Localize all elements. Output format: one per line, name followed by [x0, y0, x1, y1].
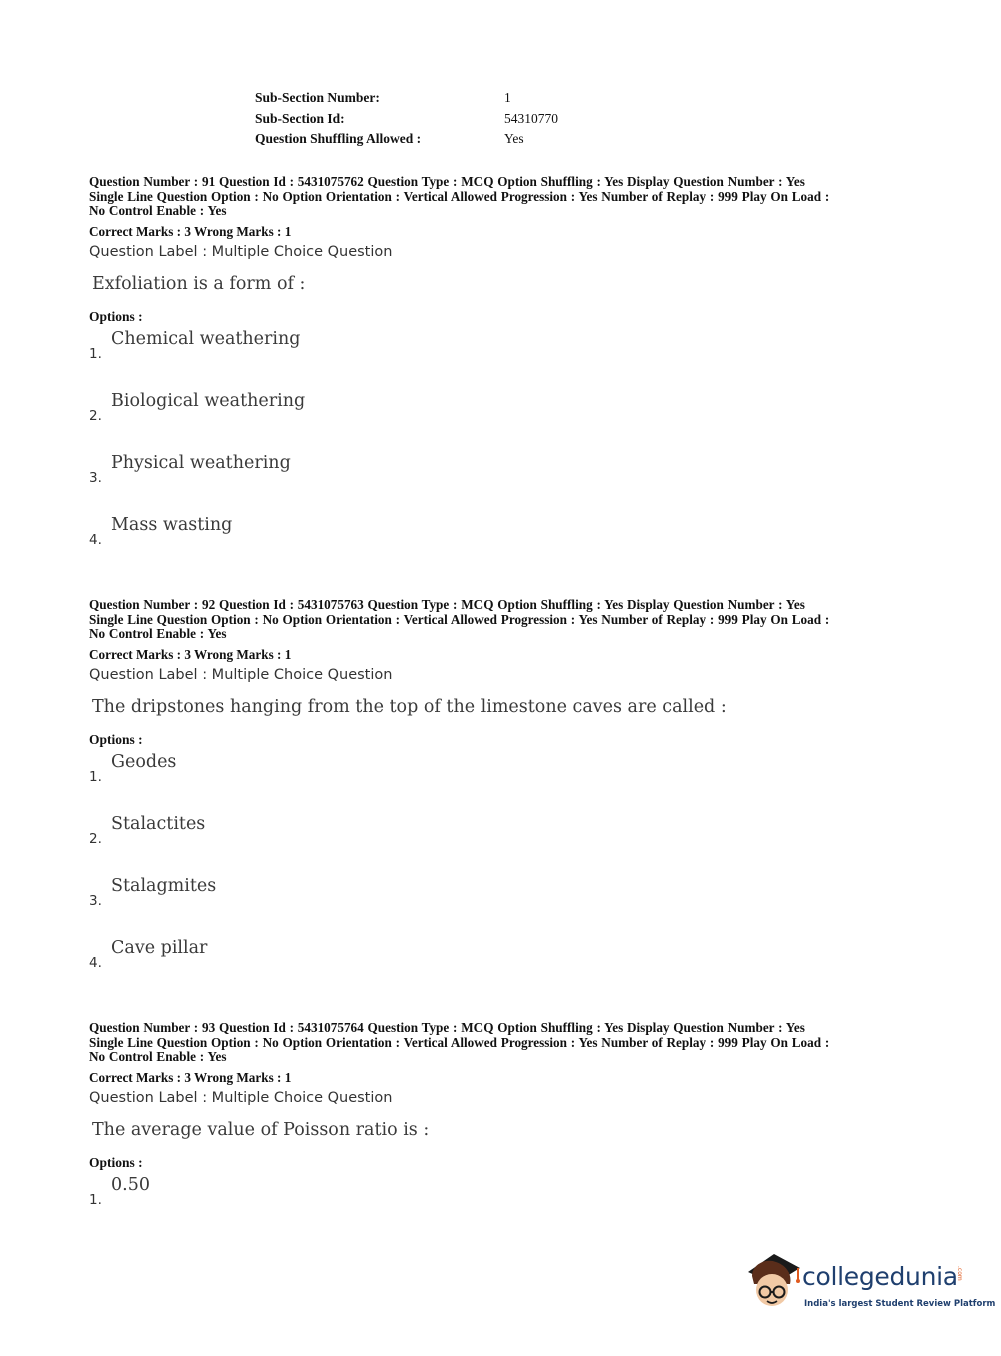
- options-label: Options :: [89, 1154, 143, 1170]
- option-text: Stalagmites: [111, 875, 217, 896]
- option-number: 2.: [89, 830, 102, 847]
- option-item: [89, 515, 919, 577]
- options-label: Options :: [89, 308, 143, 324]
- question-meta-line: Single Line Question Option : No Option Orientation : Vertical Allowed Progression : Yes Number of Replay : 999 Play On Load :: [89, 1034, 830, 1050]
- question-meta-line: Single Line Question Option : No Option Orientation : Vertical Allowed Progression : Yes Number of Replay : 999 Play On Load :: [89, 188, 830, 204]
- option-item: [89, 1175, 919, 1237]
- logo-wordmark: collegedunia: [802, 1262, 958, 1291]
- option-text: Stalactites: [111, 813, 206, 834]
- question-meta-line: No Control Enable : Yes: [89, 1049, 227, 1064]
- question-marks: Correct Marks : 3 Wrong Marks : 1: [89, 1069, 292, 1085]
- option-text: Mass wasting: [111, 514, 233, 535]
- question-meta-line: Question Number : 91 Question Id : 5431075762 Question Type : MCQ Option Shuffling : Yes Display Question Number : Yes: [89, 174, 805, 189]
- option-text: Chemical weathering: [111, 328, 301, 349]
- option-text: Geodes: [111, 751, 177, 772]
- question-label: Question Label : Multiple Choice Question: [89, 1089, 393, 1106]
- question-92: [89, 598, 919, 1000]
- option-number: 3.: [89, 892, 102, 909]
- question-text: The dripstones hanging from the top of the limestone caves are called :: [92, 696, 727, 717]
- option-item: [89, 938, 919, 1000]
- collegedunia-logo: [742, 1250, 996, 1320]
- logo-tagline: India's largest Student Review Platform: [804, 1299, 996, 1309]
- question-meta-line: No Control Enable : Yes: [89, 626, 227, 641]
- option-item: [89, 453, 919, 515]
- logo-domain-suffix: .com: [956, 1266, 963, 1281]
- question-meta-line: No Control Enable : Yes: [89, 203, 227, 218]
- options-list: [89, 752, 919, 1000]
- mascot-icon: [742, 1250, 802, 1316]
- question-text: The average value of Poisson ratio is :: [92, 1119, 430, 1140]
- question-meta-line: Single Line Question Option : No Option Orientation : Vertical Allowed Progression : Yes Number of Replay : 999 Play On Load :: [89, 611, 830, 627]
- question-shuffling-label: Question Shuffling Allowed :: [255, 131, 422, 146]
- option-number: 1.: [89, 1191, 102, 1208]
- option-number: 1.: [89, 768, 102, 785]
- question-91: [89, 175, 919, 577]
- option-number: 4.: [89, 531, 102, 548]
- option-number: 4.: [89, 954, 102, 971]
- subsection-id-value: 54310770: [504, 110, 558, 126]
- subsection-id-label: Sub-Section Id:: [255, 110, 345, 126]
- question-meta-line: Question Number : 92 Question Id : 5431075763 Question Type : MCQ Option Shuffling : Yes Display Question Number : Yes: [89, 597, 805, 612]
- option-text: Biological weathering: [111, 390, 306, 411]
- question-text: Exfoliation is a form of :: [92, 273, 306, 294]
- option-item: [89, 814, 919, 876]
- option-item: [89, 876, 919, 938]
- option-item: [89, 329, 919, 391]
- option-item: [89, 752, 919, 814]
- option-text: 0.50: [111, 1174, 150, 1195]
- option-item: [89, 391, 919, 453]
- option-text: Cave pillar: [111, 937, 208, 958]
- subsection-number-label: Sub-Section Number:: [255, 90, 380, 105]
- subsection-number-value: 1: [504, 90, 511, 105]
- question-marks: Correct Marks : 3 Wrong Marks : 1: [89, 223, 292, 239]
- question-meta-line: Question Number : 93 Question Id : 5431075764 Question Type : MCQ Option Shuffling : Yes Display Question Number : Yes: [89, 1020, 805, 1035]
- question-shuffling-value: Yes: [504, 131, 524, 146]
- option-text: Physical weathering: [111, 452, 291, 473]
- option-number: 3.: [89, 469, 102, 486]
- question-label: Question Label : Multiple Choice Question: [89, 666, 393, 683]
- question-93: [89, 1021, 919, 1237]
- options-list: [89, 329, 919, 577]
- question-marks: Correct Marks : 3 Wrong Marks : 1: [89, 646, 292, 662]
- options-list: [89, 1175, 919, 1237]
- option-number: 2.: [89, 407, 102, 424]
- options-label: Options :: [89, 731, 143, 747]
- question-label: Question Label : Multiple Choice Question: [89, 243, 393, 260]
- option-number: 1.: [89, 345, 102, 362]
